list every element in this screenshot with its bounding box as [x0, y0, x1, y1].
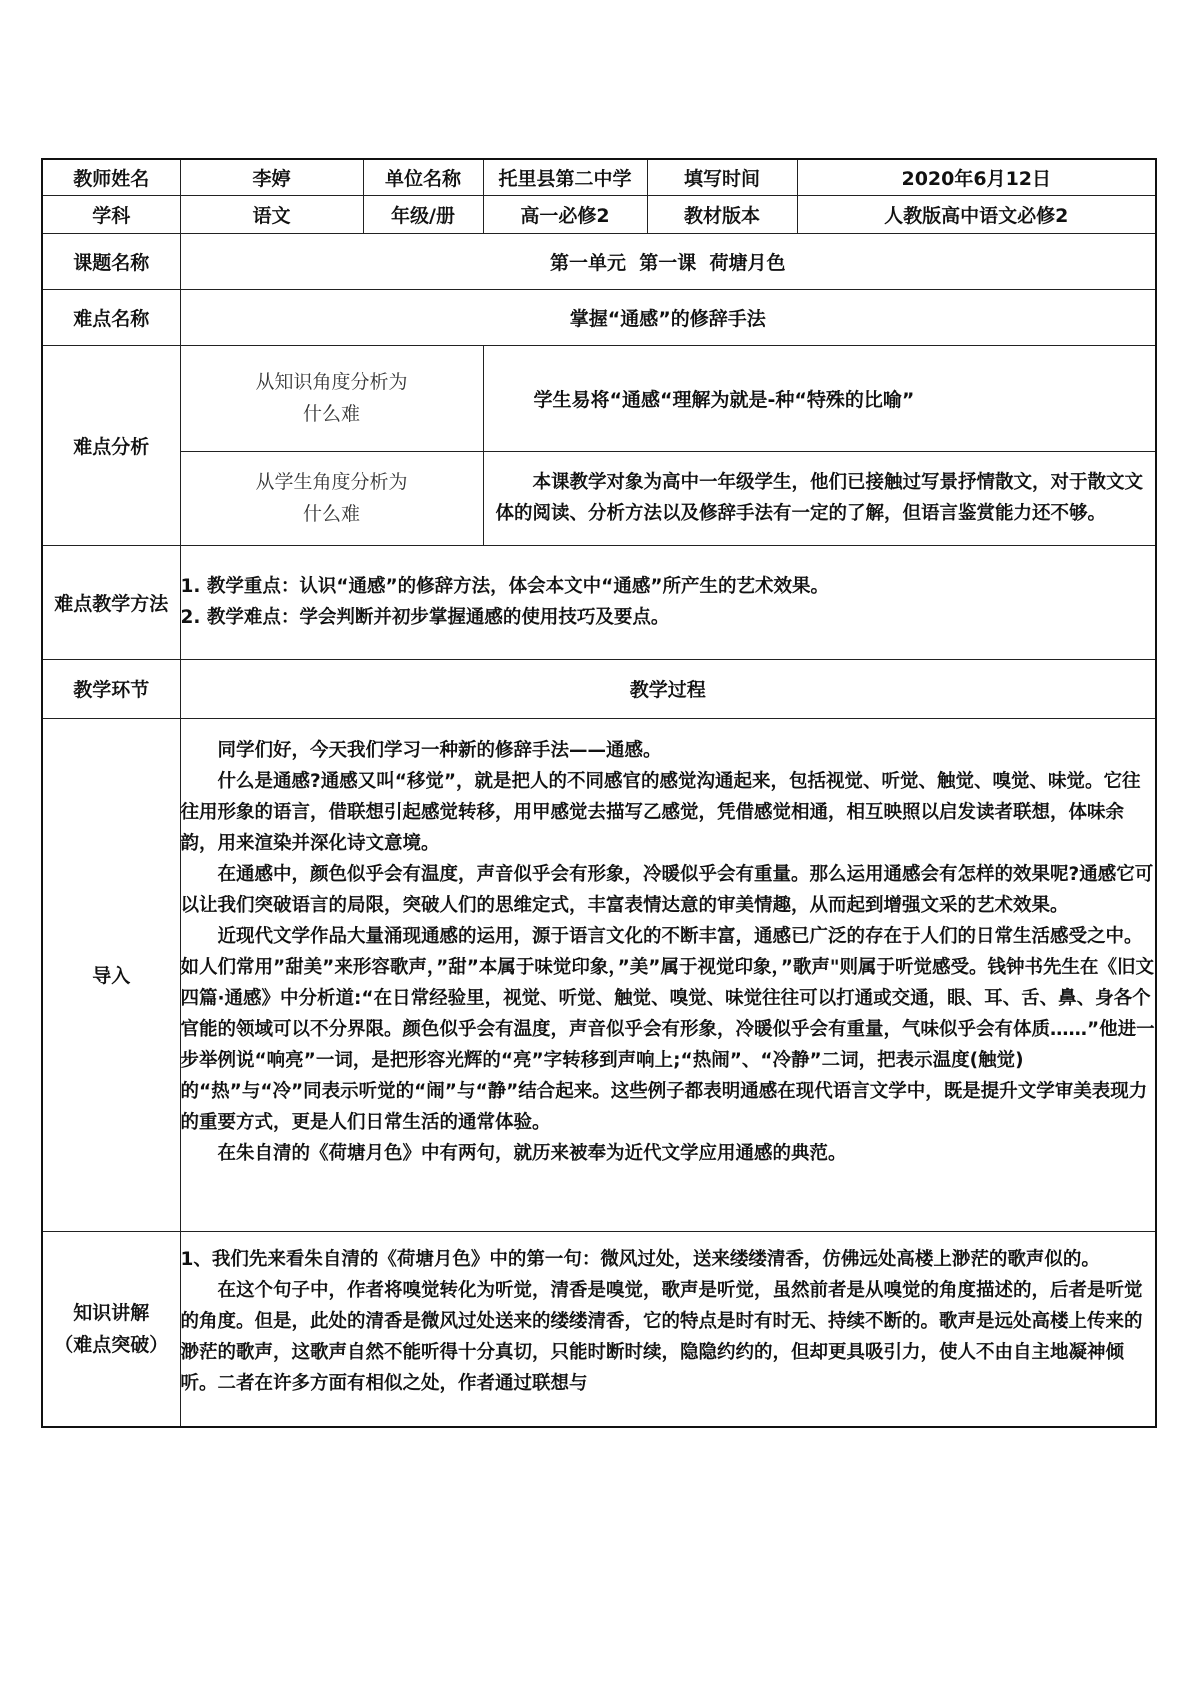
knowledge-label-line2: （难点突破）	[54, 1333, 169, 1356]
knowledge-angle-label-line1: 从知识角度分析为	[255, 371, 408, 393]
topic-row	[42, 233, 1156, 289]
knowledge-angle-text: 学生易将“通感“理解为就是-种“特殊的比喻”	[483, 345, 1156, 451]
unit-label: 单位名称	[363, 159, 483, 195]
knowledge-label-line1: 知识讲解	[73, 1301, 150, 1324]
date-label: 填写时间	[647, 159, 797, 195]
knowledge-content	[180, 1231, 1156, 1427]
intro-label: 导入	[42, 718, 180, 1231]
process-header-row	[42, 659, 1156, 718]
method-row	[42, 545, 1156, 659]
analysis-row-student	[42, 451, 1156, 545]
intro-paragraph-3: 在通感中，颜色似乎会有温度，声音似乎会有形象，冷暖似乎会有重量。那么运用通感会有怎样的效果呢?通感它可以让我们突破语言的局限，突破人们的思维定式，丰富表情达意的审美情趣，从而起到增强文采的艺术效果。	[180, 863, 1154, 916]
difficulty-row	[42, 289, 1156, 345]
intro-paragraph-5: 在朱自清的《荷塘月色》中有两句，就历来被奉为近代文学应用通感的典范。	[217, 1142, 847, 1164]
teacher-value: 李婷	[180, 159, 363, 195]
knowledge-angle-label	[180, 345, 483, 451]
intro-row	[42, 718, 1156, 1231]
grade-label: 年级/册	[363, 195, 483, 233]
method-content	[180, 545, 1156, 659]
analysis-row-knowledge	[42, 345, 1156, 451]
analysis-label: 难点分析	[42, 345, 180, 545]
header-row-1	[42, 159, 1156, 195]
subject-label: 学科	[42, 195, 180, 233]
student-angle-text: 本课教学对象为高中一年级学生，他们已接触过写景抒情散文，对于散文文体的阅读、分析方法以及修辞手法有一定的了解，但语言鉴赏能力还不够。	[483, 451, 1156, 545]
knowledge-angle-label-line2: 什么难	[302, 403, 360, 425]
knowledge-label	[42, 1231, 180, 1427]
header-row-2	[42, 195, 1156, 233]
difficulty-label: 难点名称	[42, 289, 180, 345]
lesson-plan-table	[41, 158, 1157, 1428]
intro-paragraph-4: 近现代文学作品大量涌现通感的运用，源于语言文化的不断丰富，通感已广泛的存在于人们的日常生活感受之中。如人们常用”甜美”来形容歌声，”甜”本属于味觉印象，”美”属于视觉印象，”歌声"则属于听觉感受。钱钟书先生在《旧文四篇·通感》中分析道:“在日常经验里，视觉、听觉、触觉、嗅觉、味觉往往可以打通或交通，眼、耳、舌、鼻、身各个官能的领域可以不分界限。颜色似乎会有温度，声音似乎会有形象，冷暖似乎会有重量，气味似乎会有体质……”他进一步举例说“响亮”一词，是把形容光辉的“亮”字转移到声响上;“热闹”、“冷静”二词，把表示温度(触觉)的“热”与“冷”同表示听觉的“闹”与“静”结合起来。这些例子都表明通感在现代语言文学中，既是提升文学审美表现力的重要方式，更是人们日常生活的通常体验。	[180, 925, 1155, 1133]
topic-label: 课题名称	[42, 233, 180, 289]
process-title: 教学过程	[180, 659, 1156, 718]
edition-value: 人教版高中语文必修2	[797, 195, 1156, 233]
knowledge-paragraph-1: 1、我们先来看朱自清的《荷塘月色》中的第一句：微风过处，送来缕缕清香，仿佛远处高楼上渺茫的歌声似的。	[180, 1248, 1100, 1270]
student-angle-label	[180, 451, 483, 545]
knowledge-row	[42, 1231, 1156, 1427]
grade-value: 高一必修2	[483, 195, 647, 233]
intro-content	[180, 718, 1156, 1231]
unit-value: 托里县第二中学	[483, 159, 647, 195]
method-item-2: 2. 教学难点：学会判断并初步掌握通感的使用技巧及要点。	[180, 607, 670, 628]
student-angle-label-line1: 从学生角度分析为	[255, 471, 408, 493]
teacher-label: 教师姓名	[42, 159, 180, 195]
difficulty-value: 掌握“通感”的修辞手法	[180, 289, 1156, 345]
date-value: 2020年6月12日	[797, 159, 1156, 195]
intro-paragraph-2: 什么是通感?通感又叫“移觉”，就是把人的不同感官的感觉沟通起来，包括视觉、听觉、触觉、嗅觉、味觉。它往往用形象的语言，借联想引起感觉转移，用甲感觉去描写乙感觉，凭借感觉相通，相互映照以启发读者联想，体味余韵，用来渲染并深化诗文意境。	[180, 770, 1141, 854]
process-stage-label: 教学环节	[42, 659, 180, 718]
edition-label: 教材版本	[647, 195, 797, 233]
intro-paragraph-1: 同学们好，今天我们学习一种新的修辞手法——通感。	[217, 739, 662, 761]
topic-value: 第一单元 第一课 荷塘月色	[180, 233, 1156, 289]
student-angle-label-line2: 什么难	[302, 503, 360, 525]
method-item-1: 1. 教学重点：认识“通感”的修辞方法，体会本文中“通感”所产生的艺术效果。	[180, 576, 829, 597]
method-label: 难点教学方法	[42, 545, 180, 659]
knowledge-paragraph-2: 在这个句子中，作者将嗅觉转化为听觉，清香是嗅觉，歌声是听觉，虽然前者是从嗅觉的角度描述的，后者是听觉的角度。但是，此处的清香是微风过处送来的缕缕清香，它的特点是时有时无、持续不断的。歌声是远处高楼上传来的渺茫的歌声，这歌声自然不能听得十分真切，只能时断时续，隐隐约约的，但却更具吸引力，使人不由自主地凝神倾听。二者在许多方面有相似之处，作者通过联想与	[180, 1279, 1143, 1394]
subject-value: 语文	[180, 195, 363, 233]
